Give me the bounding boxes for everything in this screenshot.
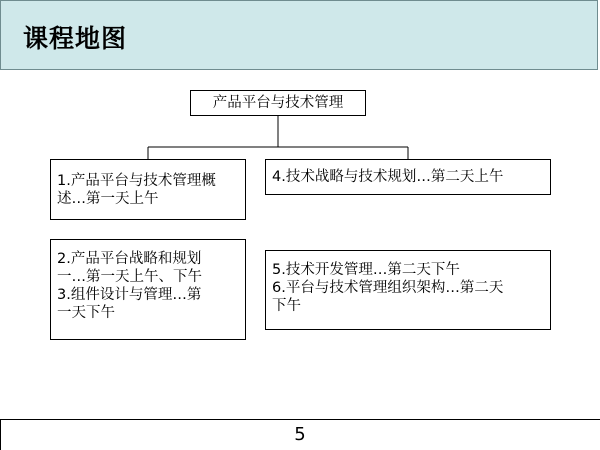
node-tech-strategy <box>265 159 551 195</box>
node-text-line: 1.产品平台与技术管理概 <box>57 173 216 189</box>
node-text-line: 4.技术战略与技术规划…第二天上午 <box>272 169 504 185</box>
node-overview <box>50 159 246 220</box>
node-text-line: 6.平台与技术管理组织架构…第二天 <box>272 280 504 296</box>
node-development-and-organization <box>265 250 551 330</box>
node-strategy-and-components <box>50 239 246 340</box>
node-text-line: 3.组件设计与管理…第 <box>57 287 202 303</box>
node-text-line: 5.技术开发管理…第二天下午 <box>272 262 460 278</box>
root-node <box>190 90 366 116</box>
node-text-line: 2.产品平台战略和规划 <box>57 251 202 267</box>
root-node-label: 产品平台与技术管理 <box>212 95 344 111</box>
node-text-line: 述…第一天上午 <box>57 191 159 207</box>
slide-title: 课程地图 <box>23 24 128 53</box>
page-number: 5 <box>294 424 306 445</box>
node-text-line: 一天下午 <box>57 305 115 321</box>
node-text-line: 下午 <box>272 298 301 314</box>
node-text-line: 一…第一天上午、下午 <box>57 269 202 285</box>
